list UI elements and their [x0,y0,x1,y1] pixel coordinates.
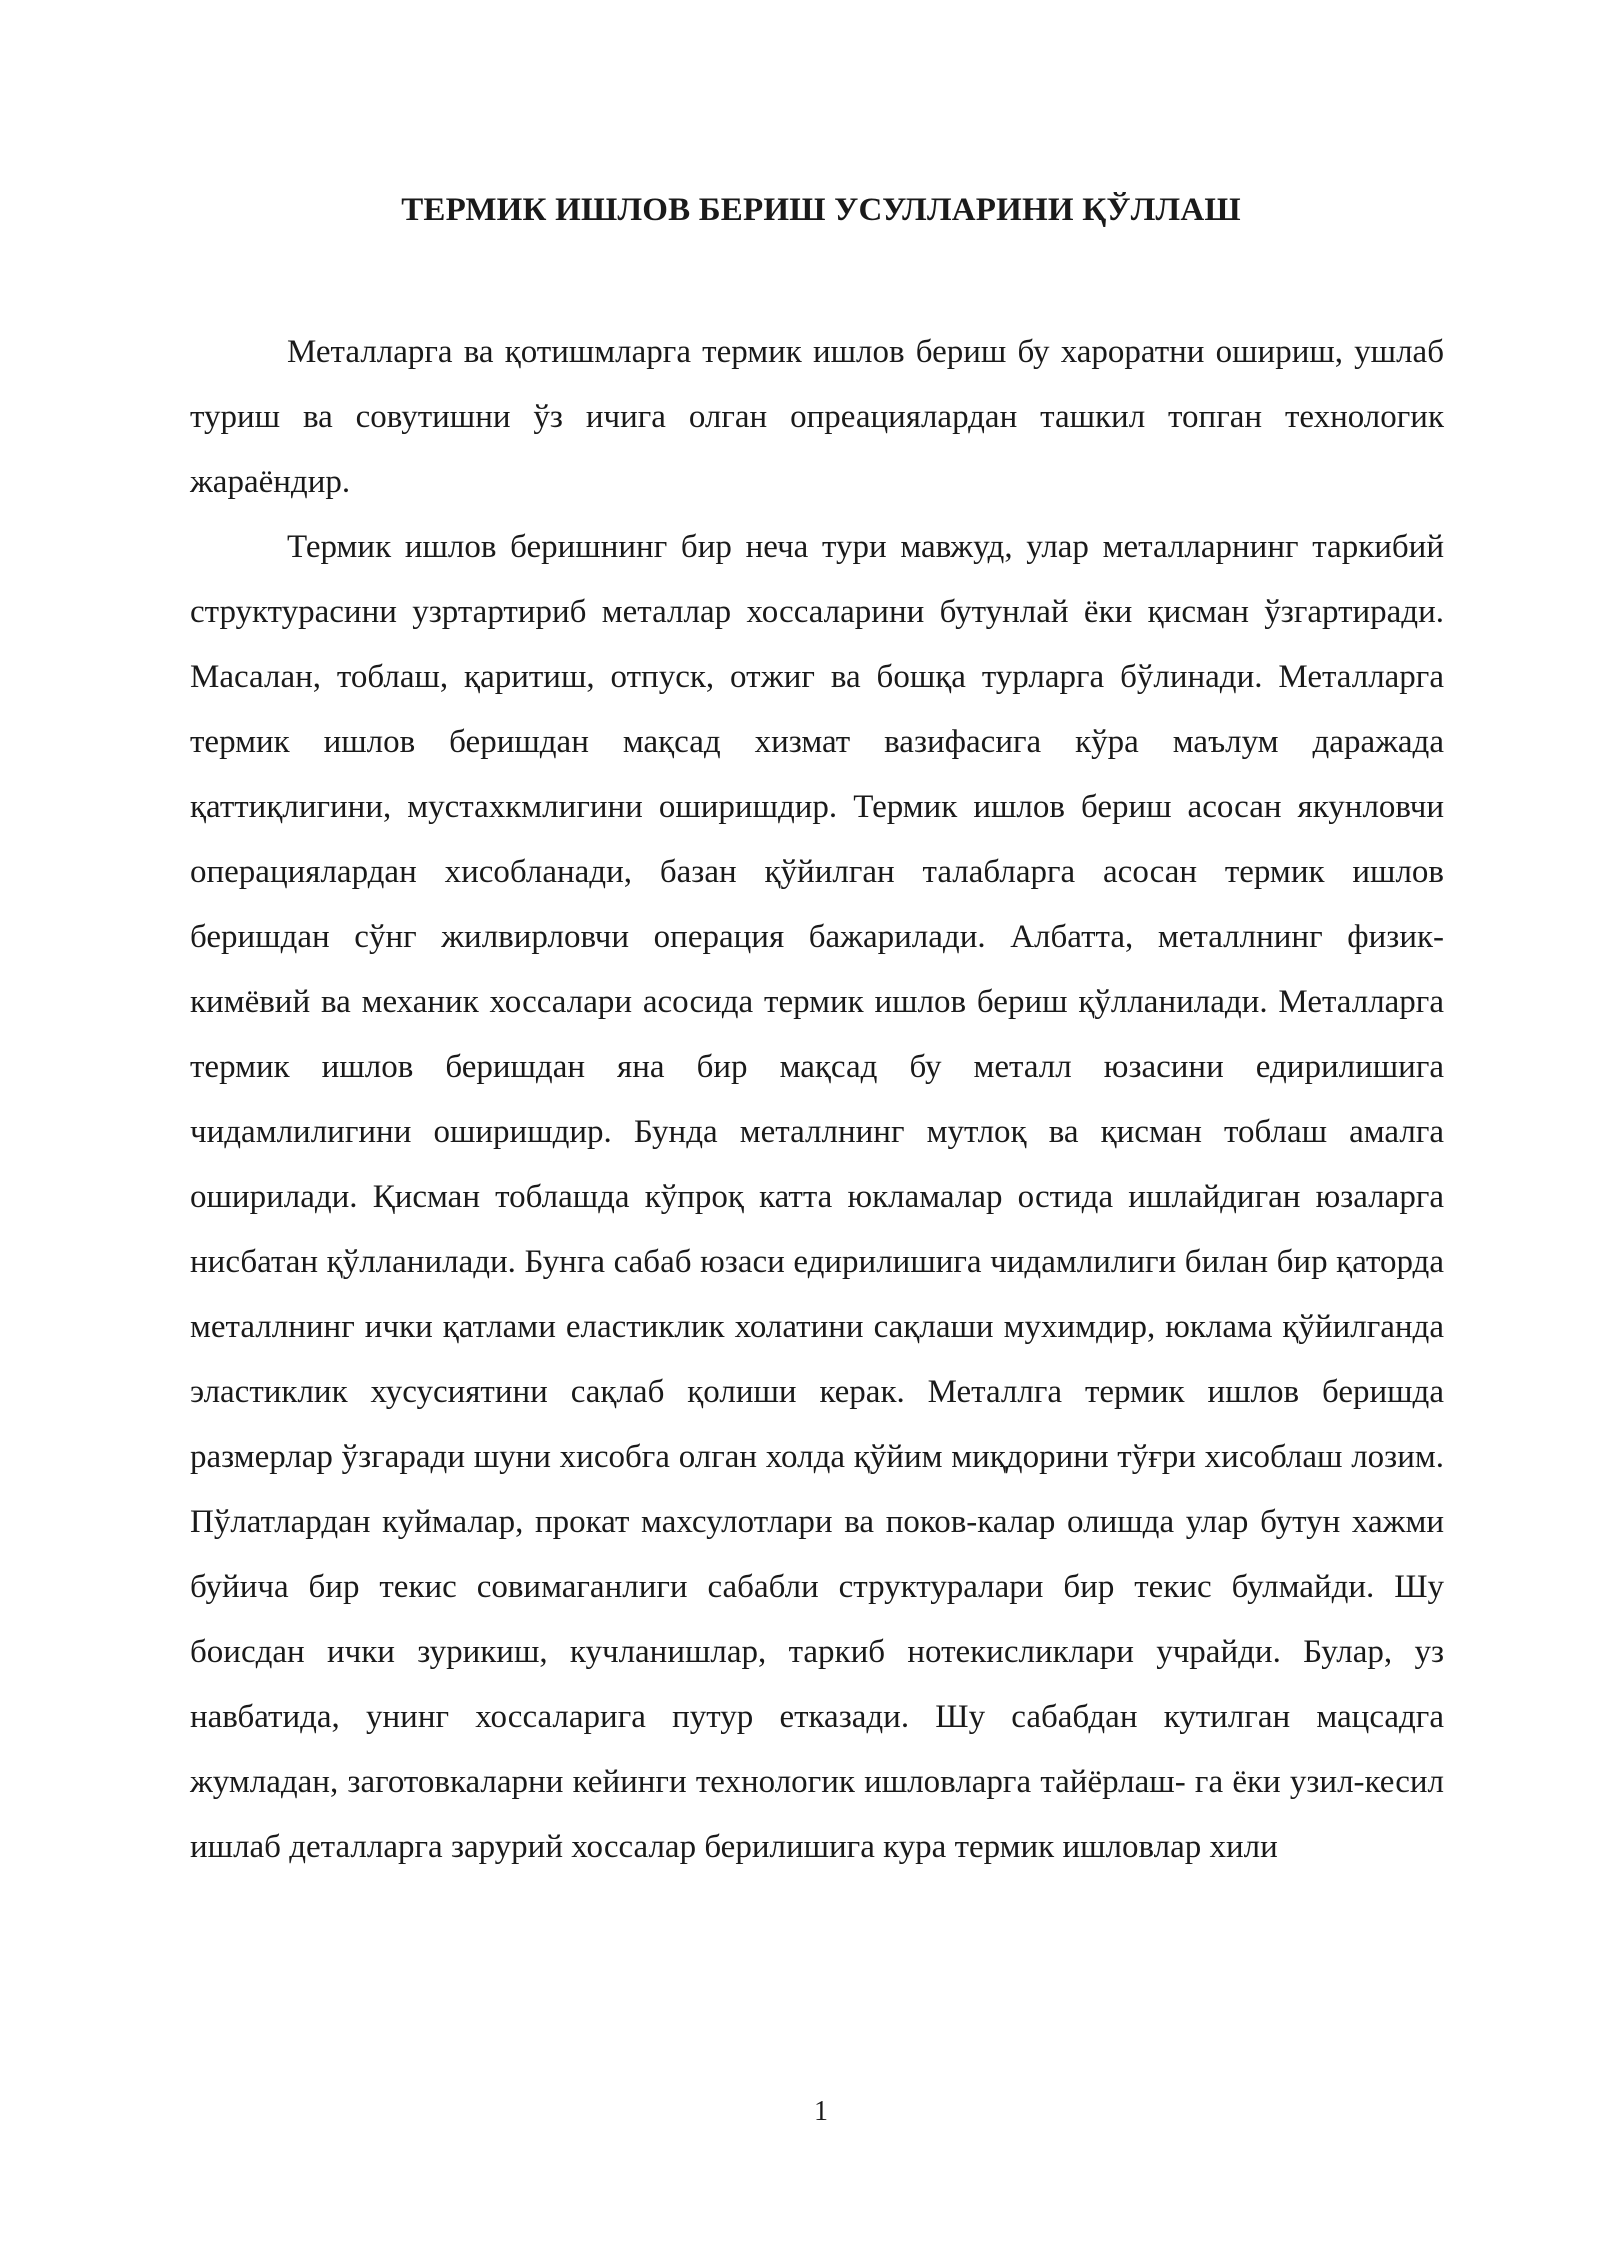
page-number: 1 [814,2096,828,2127]
document-body [190,320,1444,1880]
paragraph-main: Термик ишлов беришнинг бир неча тури мавжуд, улар металларнинг таркибий структурасини узртартириб металлар хоссаларини бутунлай ёки қисман ўзгартиради. Масалан, тоблаш, қаритиш, отпуск, отжиг ва бошқа турларга бўлинади. Металларга термик ишлов беришдан мақсад хизмат вазифасига кўра маълум даражада қаттиқлигини, мустахкмлигини оширишдир. Термик ишлов бериш асосан якунловчи операциялардан хисобланади, базан қўйилган талабларга асосан термик ишлов беришдан сўнг жилвирловчи операция бажарилади. Албатта, металлнинг физик-кимёвий ва механик хоссалари асосида термик ишлов бериш қўлланилади. Металларга термик ишлов беришдан яна бир мақсад бу металл юзасини едирилишига чидамлилигини оширишдир. Бунда металлнинг мутлоқ ва қисман тоблаш амалга оширилади. Қисман тоблашда кўпроқ катта юкламалар остида ишлайдиган юзаларга нисбатан қўлланилади. Бунга сабаб юзаси едирилишига чидамлилиги билан бир қаторда металлнинг ички қатлами еластиклик холатини сақлаши мухимдир, юклама қўйилганда эластиклик хусусиятини сақлаб қолиши керак. Металлга термик ишлов беришда размерлар ўзгаради шуни хисобга олган холда қўйим миқдорини тўғри хисоблаш лозим. Пўлатлардан куймалар, прокат махсулотлари ва поков-калар олишда улар бутун хажми буйича бир текис совимаганлиги сабабли структуралари бир текис булмайди. Шу боисдан ички зурикиш, кучланишлар, таркиб нотекисликлари учрайди. Булар, уз навбатида, унинг хоссаларига путур етказади. Шу сабабдан кутилган мацсадга жумладан, заготовкаларни кейинги технологик ишловларга тайёрлаш- га ёки узил-кесил ишлаб деталларга зарурий хоссалар берилишига кура термик ишловлар хили [190,529,1444,1865]
document-title: ТЕРМИК ИШЛОВ БЕРИШ УСУЛЛАРИНИ ҚЎЛЛАШ [401,192,1241,228]
paragraph-intro: Металларга ва қотишмларга термик ишлов бериш бу хароратни ошириш, ушлаб туриш ва совутишни ўз ичига олган опреациялардан ташкил топган технологик жараёндир. [190,334,1444,500]
